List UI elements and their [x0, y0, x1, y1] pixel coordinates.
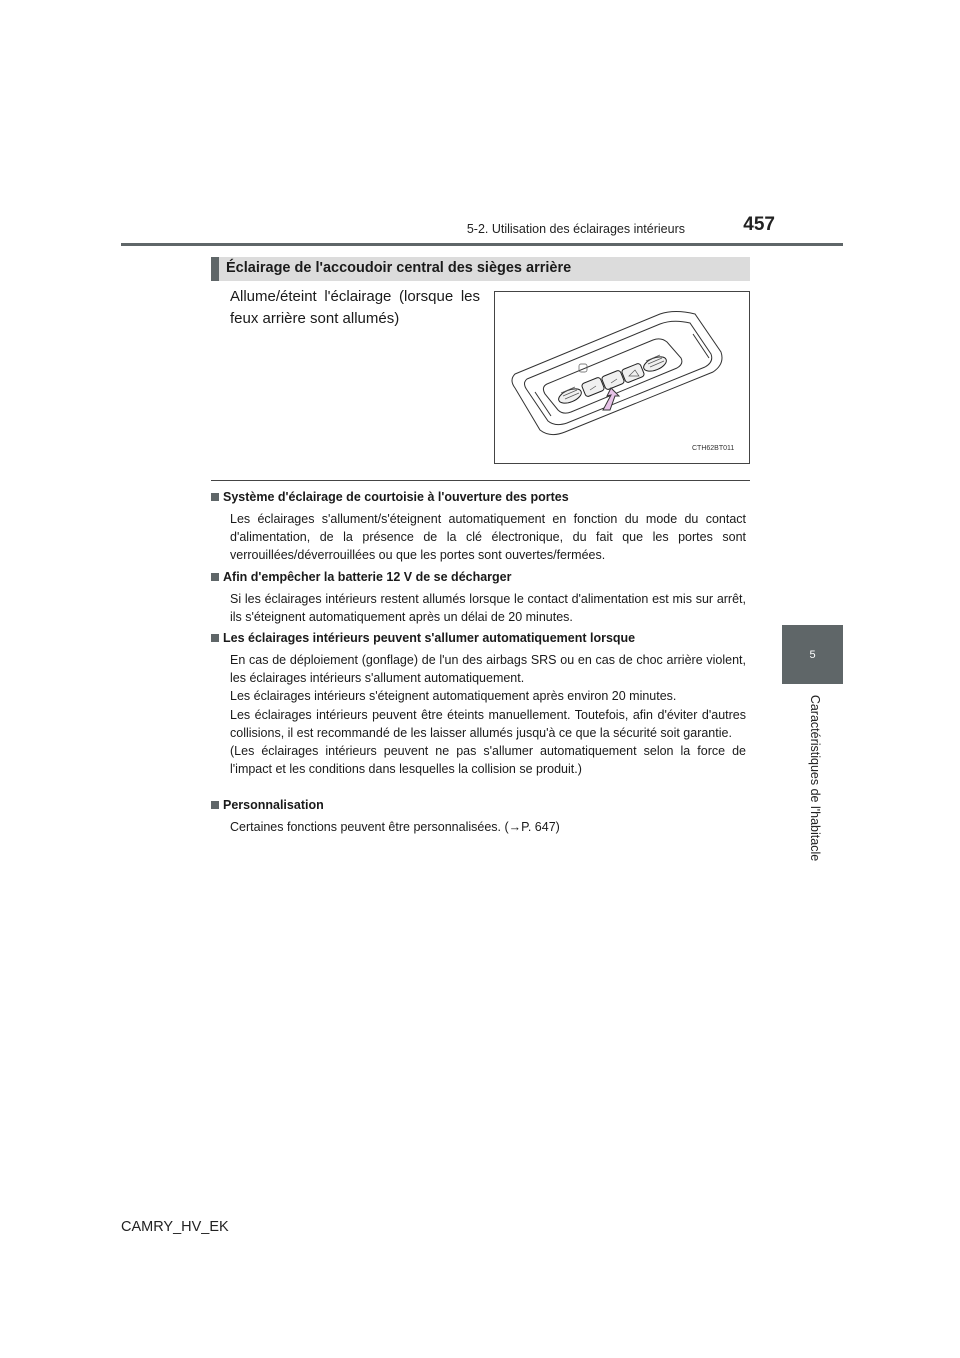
- info-item-body: Certaines fonctions peuvent être personnalisées. (→P. 647): [230, 820, 560, 834]
- section-heading-accent: [211, 257, 219, 281]
- press-arrow-icon: [603, 388, 619, 410]
- side-chapter-title: Caractéristiques de l'habitacle: [808, 694, 822, 862]
- armrest-switch-drawing: [495, 292, 749, 463]
- header-chapter-title: 5-2. Utilisation des éclairages intérieurs: [466, 222, 685, 236]
- page-number: 457: [743, 214, 775, 235]
- chapter-tab-number: 5: [809, 648, 816, 661]
- info-item-body: En cas de déploiement (gonflage) de l'un des airbags SRS ou en cas de choc arrière violent, les éclairages intérieurs s'allument automatiquement. Les éclairages intérieurs s'éteignent automatiquement après environ 20 minutes. Les éclairages intérieurs peuvent être éteints manuellement. Toutefois, afin d'éviter d'autres collisions, il est recommandé de les laisser allumés jusqu'à ce que la sécurité soit garantie. (Les éclairages intérieurs peuvent ne pas s'allumer automatiquement selon la force de l'impact et les conditions dans lesquelles la collision se produit.): [230, 653, 746, 777]
- info-item-body: Si les éclairages intérieurs restent allumés lorsque le contact d'alimentation est mis sur arrêt, ils s'éteignent automatiquement après un délai de 20 minutes.: [230, 592, 746, 625]
- info-item-courtesy-system: [211, 489, 746, 565]
- info-item-personalisation: [211, 797, 746, 836]
- chapter-tab: [782, 625, 843, 684]
- square-bullet-icon: [211, 634, 219, 642]
- info-item-auto-lighting: [211, 630, 746, 778]
- section-divider: [211, 480, 750, 481]
- model-code: CAMRY_HV_EK: [121, 1219, 229, 1235]
- info-item-title: Afin d'empêcher la batterie 12 V de se décharger: [211, 569, 746, 586]
- section-heading-bar: [211, 257, 750, 281]
- info-item-body: Les éclairages s'allument/s'éteignent automatiquement en fonction du mode du contact d'alimentation, de la présence de la clé électronique, du fait que les portes sont verrouillées/déverrouillées ou que les portes sont ouvertes/fermées.: [230, 512, 746, 563]
- figure-code: CTH62BT011: [692, 445, 735, 452]
- square-bullet-icon: [211, 573, 219, 581]
- section-intro: Allume/éteint l'éclairage (lorsque les feux arrière sont allumés): [230, 288, 480, 327]
- header-rule: [121, 243, 843, 246]
- info-item-title: Les éclairages intérieurs peuvent s'allumer automatiquement lorsque: [211, 630, 746, 647]
- square-bullet-icon: [211, 801, 219, 809]
- info-item-title: Personnalisation: [211, 797, 746, 814]
- armrest-light-illustration: [494, 291, 750, 464]
- info-item-title: Système d'éclairage de courtoisie à l'ouverture des portes: [211, 489, 746, 506]
- section-title: Éclairage de l'accoudoir central des sièges arrière: [226, 260, 572, 276]
- square-bullet-icon: [211, 493, 219, 501]
- info-item-battery: [211, 569, 746, 626]
